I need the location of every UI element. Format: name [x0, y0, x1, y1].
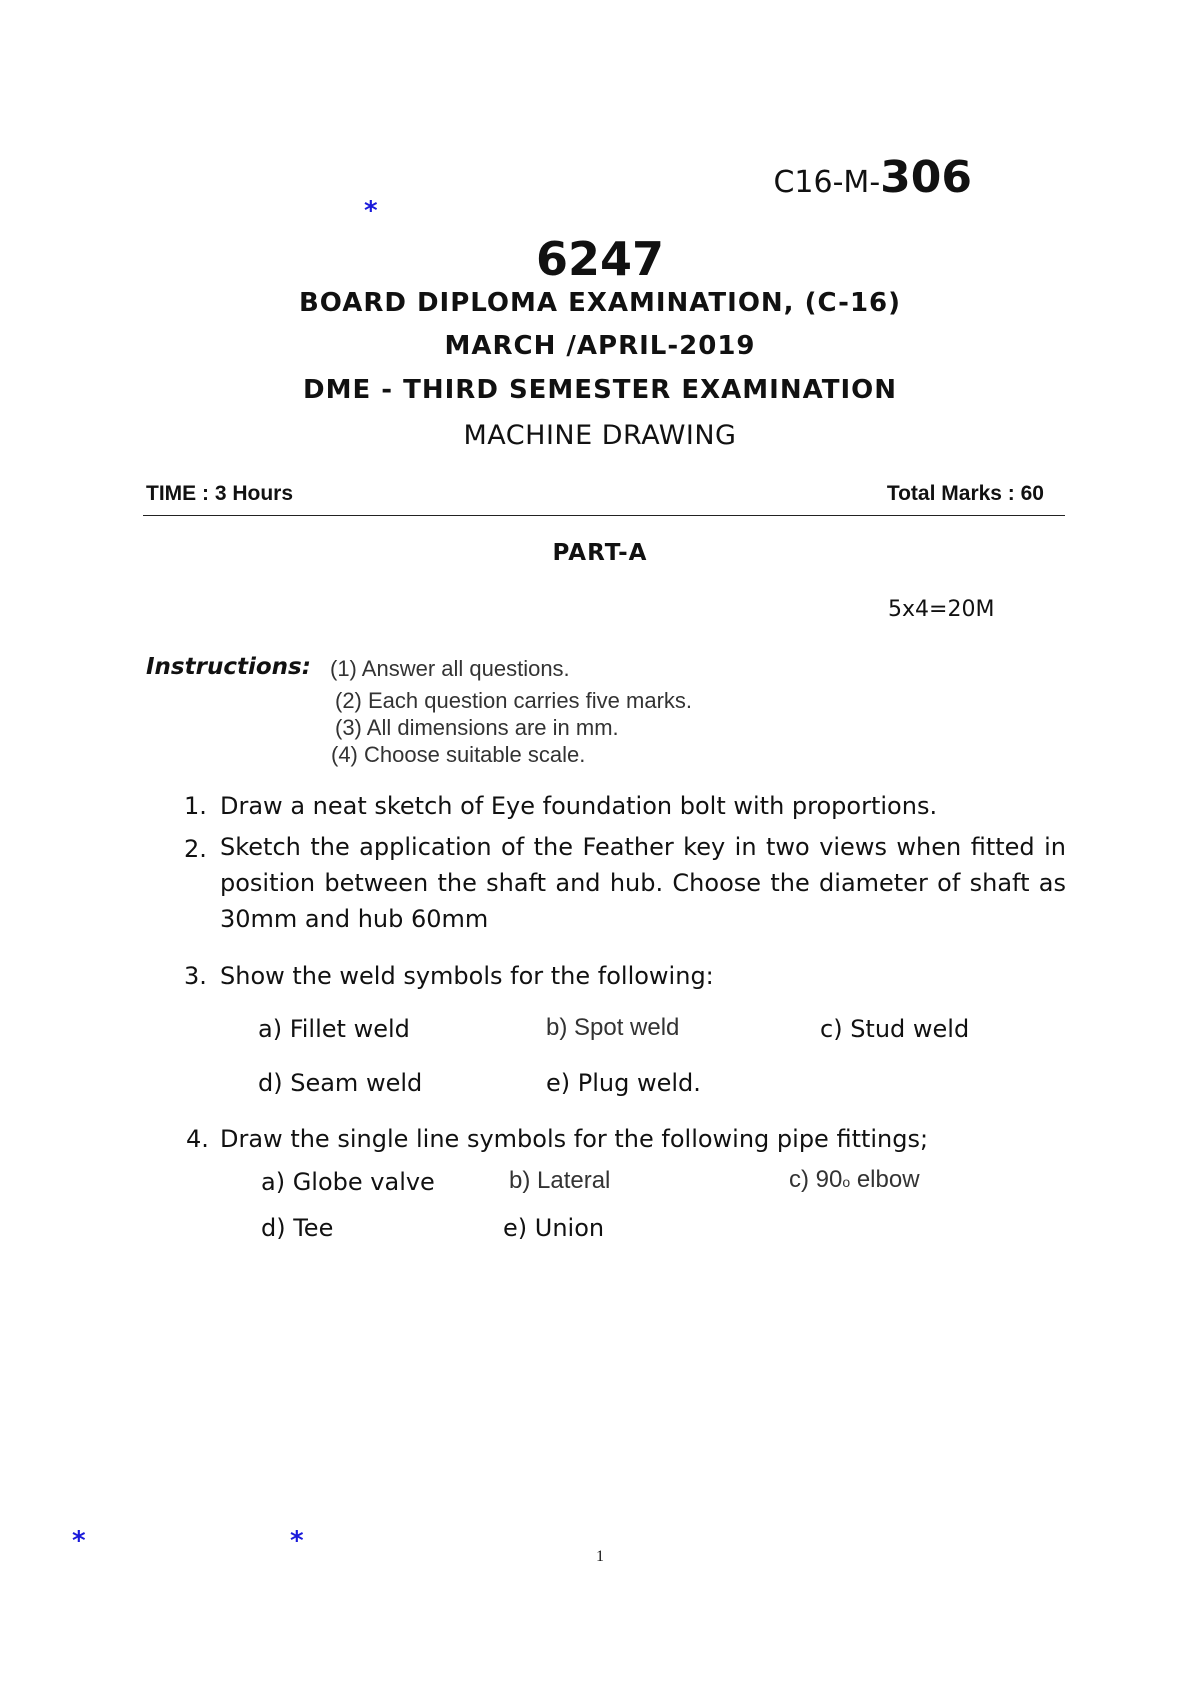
option-item: b) Lateral [509, 1167, 611, 1194]
total-marks: Total Marks : 60 [886, 482, 1044, 505]
exam-session: MARCH /APRIL-2019 [444, 331, 756, 361]
board-title: BOARD DIPLOMA EXAMINATION, (C-16) [298, 288, 902, 318]
option-item: a) Globe valve [261, 1168, 435, 1196]
option-item: c) Stud weld [820, 1015, 970, 1043]
asterisk-mark-bottom-left: * [72, 1526, 86, 1556]
option-item: e) Plug weld. [546, 1069, 701, 1097]
question-number: 1. [184, 792, 207, 820]
option-item: b) Spot weld [546, 1014, 680, 1041]
option-item: d) Seam weld [258, 1069, 423, 1097]
part-title: PART-A [552, 540, 648, 566]
option-text: elbow [850, 1166, 920, 1193]
asterisk-mark-bottom-middle: * [290, 1526, 304, 1556]
question-text: Show the weld symbols for the following: [220, 962, 714, 990]
question-number: 2. [184, 835, 207, 863]
exam-time: TIME : 3 Hours [146, 482, 294, 505]
paper-number: 6247 [535, 232, 665, 286]
instruction-item: (3) All dimensions are in mm. [335, 715, 619, 740]
instruction-item: (1) Answer all questions. [330, 656, 570, 681]
paper-code-number: 306 [880, 152, 972, 203]
question-number: 3. [184, 962, 207, 990]
paper-code-prefix: C16-M- [773, 165, 881, 200]
option-item [789, 1166, 920, 1194]
option-item: e) Union [503, 1214, 605, 1242]
subject-title: MACHINE DRAWING [463, 420, 737, 451]
question-number: 4. [186, 1125, 209, 1153]
header-divider [143, 515, 1065, 516]
option-text: c) 90 [789, 1166, 843, 1193]
semester-title: DME - THIRD SEMESTER EXAMINATION [303, 375, 897, 405]
question-text: Sketch the application of the Feather key in two views when fitted in position between the shaft and hub. Choose the diameter of shaft as 30mm and hub 60mm [220, 833, 1066, 933]
option-item: a) Fillet weld [258, 1015, 410, 1043]
question-text: Draw the single line symbols for the following pipe fittings; [220, 1125, 929, 1153]
degree-mark: o [842, 1174, 851, 1190]
part-marks: 5x4=20M [888, 597, 995, 622]
instruction-item: (2) Each question carries five marks. [335, 688, 693, 713]
option-item: d) Tee [261, 1214, 334, 1242]
paper-code [773, 152, 972, 203]
page-number: 1 [596, 1548, 604, 1565]
instructions-label: Instructions: [146, 654, 311, 680]
instruction-item: (4) Choose suitable scale. [331, 742, 586, 767]
asterisk-mark-top: * [364, 196, 378, 226]
question-text: Draw a neat sketch of Eye foundation bolt with proportions. [220, 792, 938, 820]
